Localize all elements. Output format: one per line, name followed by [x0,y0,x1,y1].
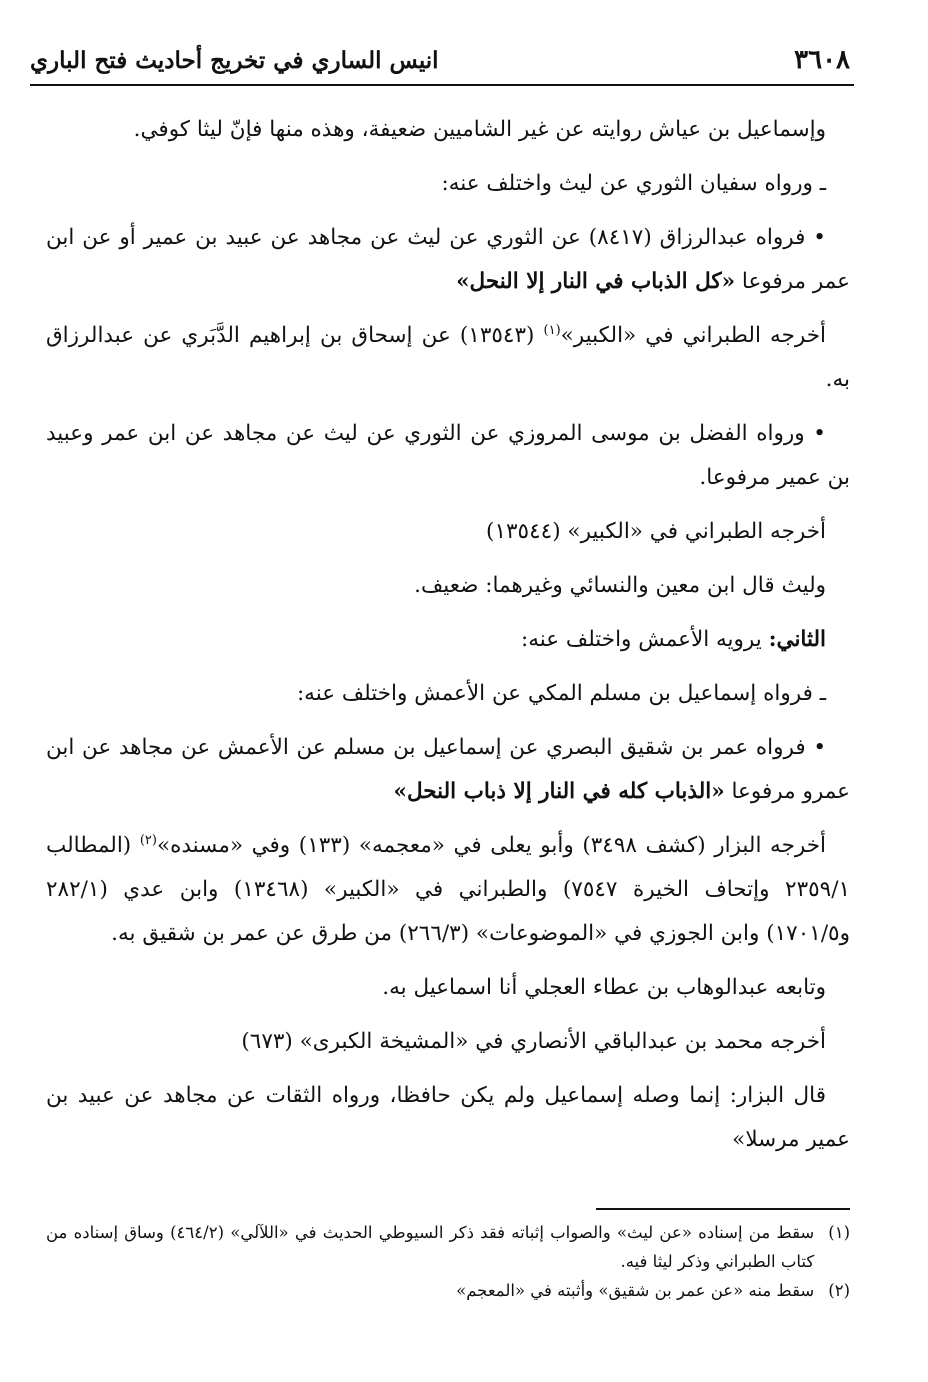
header-divider [30,84,854,86]
footnote-divider [596,1208,850,1210]
footnote-number: (١) [828,1223,850,1242]
paragraph: الثاني: يرويه الأعمش واختلف عنه: [521,627,826,652]
paragraph: أخرجه البزار (كشف ٣٤٩٨) وأبو يعلى في «معجمه» (١٣٣) وفي «مسنده»$^{(٢)}$ (المطالب ٢٣٥٩/١ وإتحاف الخيرة ٧٥٤٧) والطبراني في «الكبير» (١٣٤٦٨) وابن عدي (٢٨٢/١ و١٧٠١/٥) وابن الجوزي في «الموضوعات» (٢٦٦/٣) من طرق عن عمر بن شقيق به. [46,832,850,946]
footnote-ref: (١) [543,322,561,338]
page-header [30,38,850,82]
section-label: الثاني: [768,627,826,652]
footnote-number: (٢) [828,1281,850,1300]
paragraph: وليث قال ابن معين والنسائي وغيرهما: ضعيف. [414,573,826,598]
running-title: انيس الساري في تخريج أحاديث فتح الباري [30,46,439,74]
footnote-text: سقط منه «عن عمر بن شقيق» وأثبته في «المعجم» [456,1281,815,1300]
footnote [46,1218,850,1276]
footnotes [46,1218,850,1305]
paragraph: ـ فرواه إسماعيل بن مسلم المكي عن الأعمش واختلف عنه: [296,681,826,706]
page-number: ٣٦٠٨ [794,45,850,75]
paragraph: قال البزار: إنما وصله إسماعيل ولم يكن حافظا، ورواه الثقات عن مجاهد عن عبيد بن عمير مرسلا» [46,1083,850,1152]
paragraph: • فرواه عبدالرزاق (٨٤١٧) عن الثوري عن ليث عن مجاهد عن عبيد بن عمير أو عن ابن عمر مرفوعا «كل الذباب في النار إلا النحل» [46,225,850,294]
hadith-text: «كل الذباب في النار إلا النحل» [456,269,736,294]
paragraph: أخرجه الطبراني في «الكبير»$^{(١)}$ (١٣٥٤٣) عن إسحاق بن إبراهيم الدَّبَري عن عبدالرزاق به. [46,322,850,392]
paragraph: وتابعه عبدالوهاب بن عطاء العجلي أنا اسماعيل به. [382,975,826,1000]
paragraph: أخرجه الطبراني في «الكبير» (١٣٥٤٤) [486,519,826,544]
paragraph: أخرجه محمد بن عبدالباقي الأنصاري في «المشيخة الكبرى» (٦٧٣) [241,1029,826,1054]
hadith-text: «الذباب كله في النار إلا ذباب النحل» [393,779,725,804]
paragraph: • فرواه عمر بن شقيق البصري عن إسماعيل بن مسلم عن الأعمش عن مجاهد عن ابن عمرو مرفوعا «الذباب كله في النار إلا ذباب النحل» [46,735,850,804]
footnote-text: سقط من إسناده «عن ليث» والصواب إثباته فقد ذكر السيوطي الحديث في «اللآلي» (٤٦٤/٢) وساق إسناده من كتاب الطبراني وذكر ليثا فيه. [46,1223,815,1271]
footnote-ref: (٢) [139,832,157,848]
main-text [46,108,850,1172]
footnote [46,1276,850,1305]
paragraph: ـ ورواه سفيان الثوري عن ليث واختلف عنه: [441,171,826,196]
paragraph: وإسماعيل بن عياش روايته عن غير الشاميين ضعيفة، وهذه منها فإنّ ليثا كوفي. [133,117,826,142]
paragraph: • ورواه الفضل بن موسى المروزي عن الثوري عن ليث عن مجاهد عن ابن عمر وعبيد بن عمير مرفوعا. [46,421,850,490]
